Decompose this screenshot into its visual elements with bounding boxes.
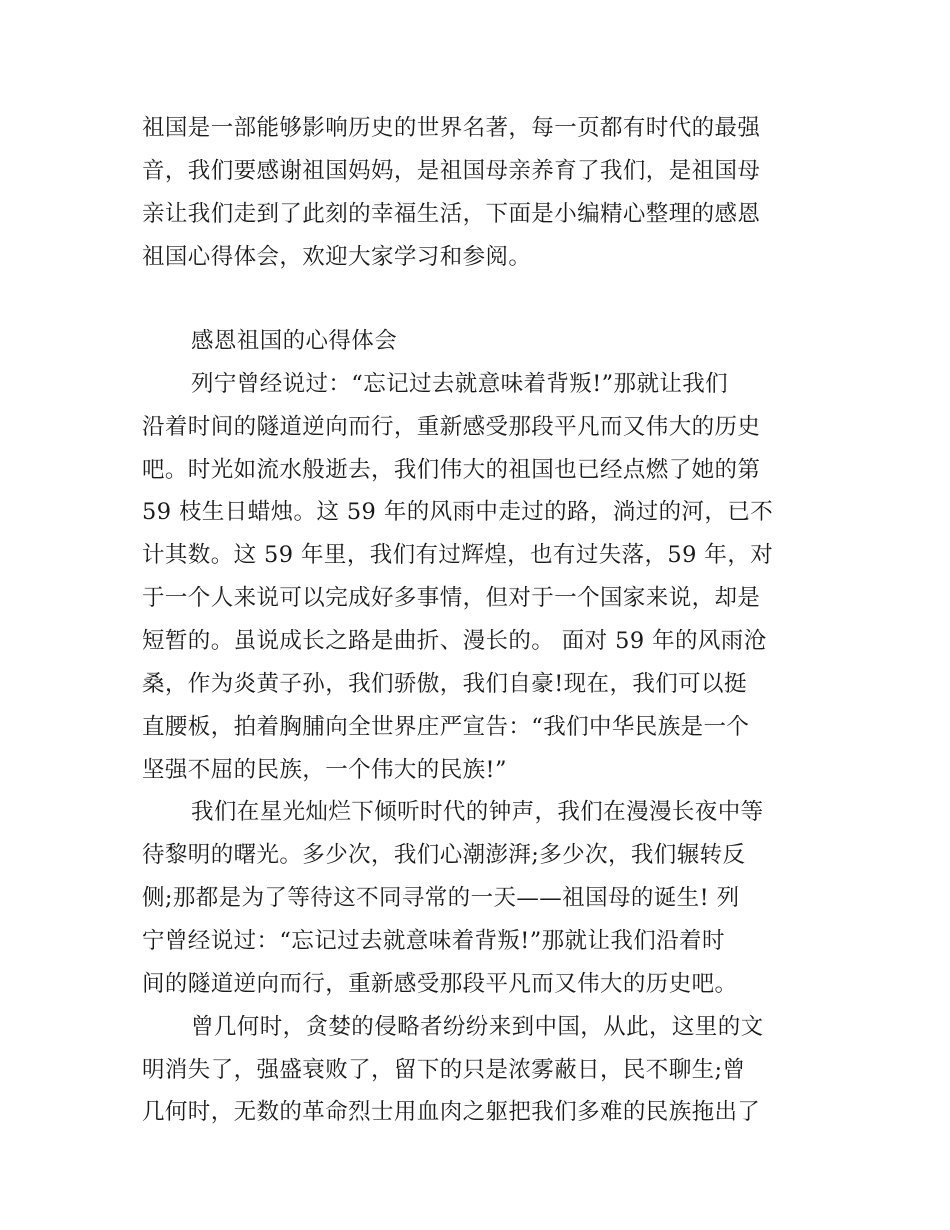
- intro-line: 祖国心得体会，欢迎大家学习和参阅。: [142, 244, 532, 270]
- paragraph-line: 宁曾经说过：“忘记过去就意味着背叛!”那就让我们沿着时: [142, 928, 725, 954]
- section-heading: 感恩祖国的心得体会: [191, 328, 398, 354]
- paragraph-line: 直腰板，拍着胸脯向全世界庄严宣告：“我们中华民族是一个: [142, 714, 750, 740]
- paragraph-line: 侧;那都是为了等待这不同寻常的一天——祖国母的诞生! 列: [142, 885, 740, 911]
- paragraph-line: 明消失了，强盛衰败了，留下的只是浓雾蔽日，民不聊生;曾: [142, 1057, 746, 1083]
- paragraph-line: 曾几何时，贪婪的侵略者纷纷来到中国，从此，这里的文: [191, 1014, 764, 1040]
- paragraph-line: 间的隧道逆向而行，重新感受那段平凡而又伟大的历史吧。: [142, 971, 738, 997]
- intro-line: 音，我们要感谢祖国妈妈，是祖国母亲养育了我们，是祖国母: [142, 158, 761, 184]
- paragraph-line: 沿着时间的隧道逆向而行，重新感受那段平凡而又伟大的历史: [142, 414, 761, 440]
- paragraph-line: 几何时，无数的革命烈士用血肉之躯把我们多难的民族拖出了: [142, 1099, 761, 1125]
- paragraph-line: 桑，作为炎黄子孙，我们骄傲，我们自豪!现在，我们可以挺: [142, 671, 747, 697]
- paragraph-line: 列宁曾经说过：“忘记过去就意味着背叛!”那就让我们: [191, 371, 729, 397]
- paragraph-line: 待黎明的曙光。多少次，我们心潮澎湃;多少次，我们辗转反: [142, 842, 746, 868]
- paragraph-line: 吧。时光如流水般逝去，我们伟大的祖国也已经点燃了她的第: [142, 457, 761, 483]
- intro-line: 亲让我们走到了此刻的幸福生活，下面是小编精心整理的感恩: [142, 201, 761, 227]
- paragraph-line: 计其数。这 59 年里，我们有过辉煌，也有过失落，59 年，对: [142, 542, 774, 568]
- paragraph-line: 我们在星光灿烂下倾听时代的钟声，我们在漫漫长夜中等: [191, 799, 764, 825]
- paragraph-line: 坚强不屈的民族，一个伟大的民族!”: [142, 757, 507, 783]
- intro-line: 祖国是一部能够影响历史的世界名著，每一页都有时代的最强: [142, 115, 761, 141]
- paragraph-line: 59 枝生日蜡烛。这 59 年的风雨中走过的路，淌过的河，已不: [142, 499, 774, 525]
- paragraph-line: 短暂的。虽说成长之路是曲折、漫长的。 面对 59 年的风雨沧: [142, 628, 767, 654]
- paragraph-line: 于一个人来说可以完成好多事情，但对于一个国家来说，却是: [142, 585, 761, 611]
